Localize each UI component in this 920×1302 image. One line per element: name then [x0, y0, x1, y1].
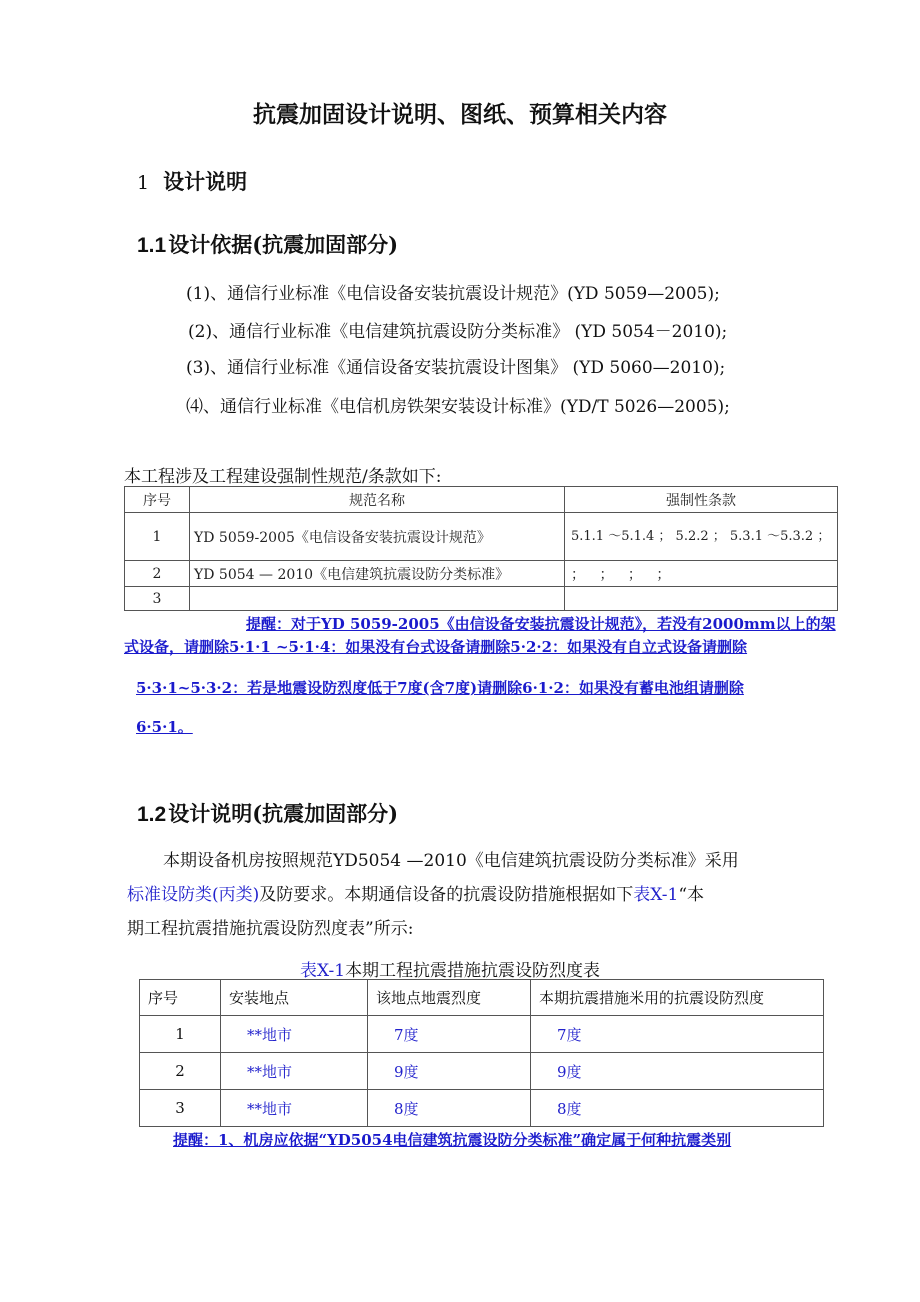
reminder-line: 提醒：1、机房应依据“YD5054电信建筑抗震设防分类标准”确定属于何种抗震类别	[173, 1131, 732, 1149]
install-place: **地市	[221, 1090, 368, 1127]
section-1-number: 1	[137, 172, 150, 194]
table-row	[140, 1053, 824, 1090]
row-number: 2	[140, 1053, 221, 1090]
standard-item: (3)、通信行业标准《通信设备安装抗震设计图集》 (YD 5060—2010);	[186, 358, 726, 378]
local-intensity: 8度	[368, 1090, 531, 1127]
paragraph-line	[127, 880, 704, 905]
section-1-label: 设计说明	[163, 169, 248, 194]
section-1-1-label: 设计依据(抗震加固部分)	[168, 232, 399, 257]
protection-class-link: 标准设防类(丙类)	[127, 885, 260, 905]
adopted-intensity: 7度	[531, 1016, 824, 1053]
mandatory-clause	[565, 587, 838, 611]
mandatory-clause: 5.1.1 ～5.1.4 ； 5.2.2 ； 5.3.1 ～5.3.2 ；	[565, 513, 838, 561]
install-place: **地市	[221, 1053, 368, 1090]
standard-name: YD 5059-2005《电信设备安装抗震设计规范》	[190, 513, 565, 561]
table-row	[140, 1090, 824, 1127]
paragraph-line: 期工程抗震措施抗震设防烈度表”所示:	[127, 919, 414, 939]
table-header-cell: 序号	[140, 980, 221, 1016]
reminder-line: 5·3·1~5·3·2：若是地震设防烈度低于7度(含7度)请删除6·1·2：如果没有蓄电池组请删除	[136, 679, 744, 697]
standard-name	[190, 587, 565, 611]
table-header-row	[140, 980, 824, 1016]
paragraph-line: 本期设备机房按照规范YD5054 —2010《电信建筑抗震设防分类标准》采用	[163, 851, 739, 871]
section-1-2-label: 设计说明(抗震加固部分)	[168, 801, 399, 826]
local-intensity: 9度	[368, 1053, 531, 1090]
row-number: 1	[140, 1016, 221, 1053]
reminder-line: 6·5·1。	[136, 718, 193, 736]
standard-name: YD 5054 — 2010《电信建筑抗震设防分类标准》	[190, 561, 565, 587]
local-intensity: 7度	[368, 1016, 531, 1053]
standard-item: (2)、通信行业标准《电信建筑抗震设防分类标准》 (YD 5054－2010);	[188, 322, 728, 342]
section-1-2-number: 1.2	[137, 803, 167, 826]
table-header-cell: 安装地点	[221, 980, 368, 1016]
table-row	[125, 513, 838, 561]
table-header-row	[125, 487, 838, 513]
install-place: **地市	[221, 1016, 368, 1053]
table-row	[125, 561, 838, 587]
table-header-cell: 强制性条款	[565, 487, 838, 513]
paragraph-text: 及防要求。本期通信设备的抗震设防措施根据如下	[259, 885, 634, 905]
adopted-intensity: 9度	[531, 1053, 824, 1090]
standard-item: (1)、通信行业标准《电信设备安装抗震设计规范》(YD 5059—2005);	[186, 284, 720, 304]
mandatory-standards-table	[124, 486, 838, 611]
adopted-intensity: 8度	[531, 1090, 824, 1127]
page-title: 抗震加固设计说明、图纸、预算相关内容	[253, 101, 667, 128]
standard-item: ⑷、通信行业标准《电信机房铁架安装设计标准》(YD/T 5026—2005);	[186, 397, 730, 417]
section-1-2-heading	[137, 798, 398, 828]
mandatory-intro: 本工程涉及工程建设强制性规范/条款如下:	[124, 467, 442, 487]
row-number: 1	[125, 513, 190, 561]
table-caption	[300, 956, 600, 981]
row-number: 3	[140, 1090, 221, 1127]
row-number: 3	[125, 587, 190, 611]
table-header-cell: 规范名称	[190, 487, 565, 513]
row-number: 2	[125, 561, 190, 587]
table-header-cell: 该地点地震烈度	[368, 980, 531, 1016]
table-row	[125, 587, 838, 611]
reminder-line: 式设备，请删除5·1·1 ~5·1·4：如果没有台式设备请删除5·2·2：如果没有自立式设备请删除	[124, 638, 748, 656]
section-1-1-number: 1.1	[137, 234, 167, 257]
mandatory-clause: ； ； ； ；	[565, 561, 838, 587]
reminder-line: 提醒：对于YD 5059-2005《由信设备安装抗震设计规范》，若没有2000mm以上的架	[246, 615, 836, 633]
section-1-1-heading	[137, 229, 398, 259]
table-header-cell: 本期抗震措施米用的抗震设防烈度	[531, 980, 824, 1016]
paragraph-text: “本	[678, 885, 705, 905]
caption-prefix: 表X-1	[300, 961, 346, 981]
section-1-heading	[137, 166, 247, 196]
caption-text: 本期工程抗震措施抗震设防烈度表	[345, 961, 601, 981]
table-header-cell: 序号	[125, 487, 190, 513]
table-reference: 表X-1	[633, 885, 679, 905]
seismic-intensity-table	[139, 979, 824, 1127]
table-row	[140, 1016, 824, 1053]
